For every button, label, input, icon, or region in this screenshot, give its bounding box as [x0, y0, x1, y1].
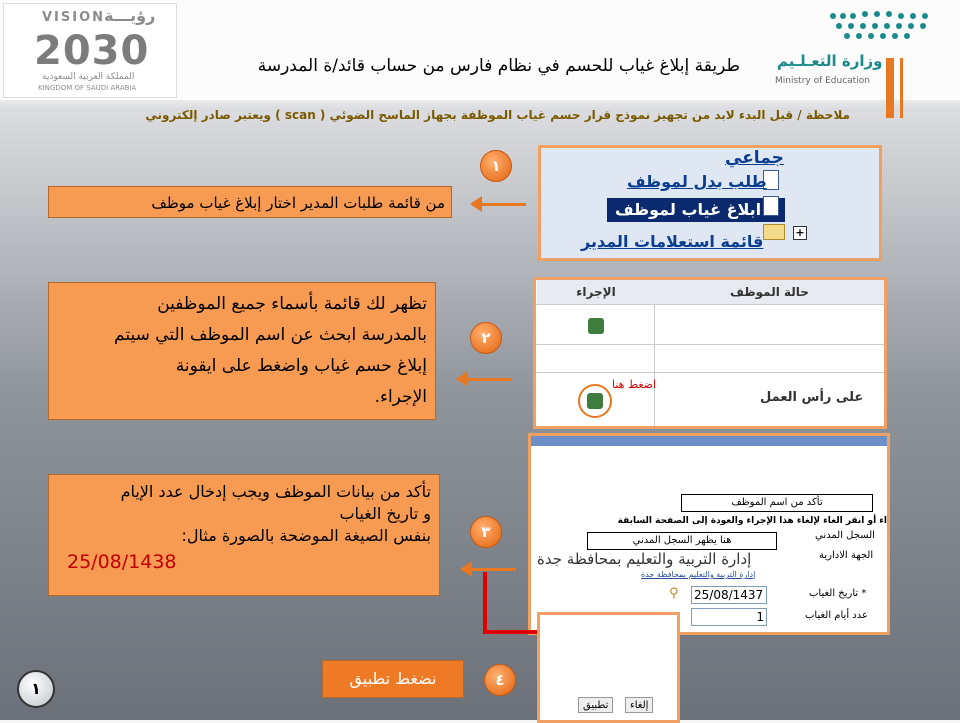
civil-record-label: السجل المدني	[815, 530, 875, 541]
moe-name-ar: وزارة التعـلـيم	[777, 52, 883, 70]
vision-en: VISION	[42, 10, 106, 25]
menu-item-absence-report[interactable]: ابلاغ غياب لموظف	[615, 200, 762, 219]
absence-days-field[interactable]	[691, 608, 767, 626]
screenshot-manager-menu	[538, 145, 882, 261]
screenshot-absence-form	[528, 433, 890, 635]
admin-unit-value: إدارة التربية والتعليم بمحافظة جدة	[537, 550, 752, 568]
admin-unit-link[interactable]: إدارة التربية والتعليم بمحافظة جدة	[641, 570, 756, 579]
action-icon[interactable]	[587, 393, 603, 409]
apply-button[interactable]: تطبيق	[578, 697, 613, 713]
screenshot-apply-buttons	[537, 612, 680, 723]
cancel-button[interactable]: إلغاء	[625, 697, 653, 713]
step-4-number: ٤	[484, 664, 516, 696]
absence-date-field[interactable]	[691, 586, 767, 604]
column-divider	[654, 304, 655, 426]
step-2-box	[48, 282, 436, 420]
screenshot-employee-list	[533, 277, 887, 429]
moe-logo-dots-icon	[825, 8, 935, 42]
arrow-left-icon	[472, 203, 526, 206]
note-text: ملاحظة / قبل البدء لابد من تجهيز نموذج قرار حسم غياب الموظفة بجهاز الماسح الضوئي ( scan ) ويعتبر صادر إلكتروني	[145, 108, 850, 122]
form-top-band	[531, 436, 887, 446]
moe-name-en: Ministry of Education	[775, 76, 870, 86]
table-row	[536, 344, 884, 373]
step-2-line: بالمدرسة ابحث عن اسم الموظف التي سيتم	[114, 325, 427, 345]
step-3-line: تأكد من بيانات الموظف ويجب إدخال عدد الإيام	[120, 482, 431, 501]
vision-2030-logo	[3, 3, 177, 98]
employee-status: على رأس العمل	[760, 390, 864, 405]
step-1-box: من قائمة طلبات المدير اختار إبلاغ غياب موظف	[48, 186, 452, 218]
step-2-number: ٢	[470, 322, 502, 354]
folder-icon	[763, 224, 785, 240]
menu-group-header: جماعي	[725, 148, 784, 168]
page-number: ١	[17, 670, 55, 708]
admin-unit-label: الجهة الادارية	[819, 550, 874, 561]
step-3-number: ٣	[470, 516, 502, 548]
arrow-left-icon	[462, 568, 516, 571]
decor-frame	[900, 58, 960, 118]
search-icon[interactable]: ⚲	[669, 586, 679, 601]
callout-employee-name: تأكد من اسم الموظف	[681, 494, 873, 512]
step-2-line: إبلاغ حسم غياب واضغط على ايقونة	[175, 356, 427, 376]
step-3-line: بنفس الصيغة الموضحة بالصورة مثال:	[181, 526, 431, 545]
step-2-line: الإجراء.	[374, 387, 427, 407]
red-connector	[483, 572, 487, 634]
step-1-number: ١	[480, 150, 512, 182]
click-here-label: اضغط هنا	[612, 378, 657, 391]
step-3-box	[48, 474, 440, 596]
date-example: 25/08/1438	[67, 551, 177, 573]
document-icon	[763, 196, 779, 216]
step-2-line: تظهر لك قائمة بأسماء جميع الموظفين	[157, 294, 427, 314]
absence-days-label: عدد أيام الغياب	[805, 610, 868, 621]
arrow-left-icon	[458, 378, 512, 381]
kingdom-en: KINGDOM OF SAUDI ARABIA	[38, 84, 137, 92]
form-instruction: اء أو انقر الغاء لإلغاء هذا الإجراء والعودة إلى الصفحة السابقة	[617, 516, 887, 526]
menu-item-allowance[interactable]: طلب بدل لموظف	[627, 172, 767, 191]
vision-ar: رؤيـــة	[104, 6, 156, 25]
absence-date-label: * تاريخ الغياب	[809, 588, 867, 599]
action-icon[interactable]	[588, 318, 604, 334]
step-4-box: نضغط تطبيق	[322, 660, 464, 698]
decor-bar	[886, 58, 894, 118]
vision-year: 2030	[34, 28, 150, 74]
column-status: حالة الموظف	[655, 280, 884, 304]
expand-plus-icon[interactable]: +	[793, 226, 807, 240]
step-3-line: و تاريخ الغياب	[339, 504, 431, 523]
menu-item-inquiries[interactable]: قائمة استعلامات المدير	[581, 232, 764, 251]
page-title: طريقة إبلاغ غياب للحسم في نظام فارس من حساب قائد/ة المدرسة	[257, 56, 740, 76]
column-action: الإجراء	[536, 280, 655, 304]
kingdom-ar: المملكة العربية السعودية	[42, 72, 135, 82]
callout-civil-record: هنا يظهر السجل المدني	[587, 532, 777, 550]
